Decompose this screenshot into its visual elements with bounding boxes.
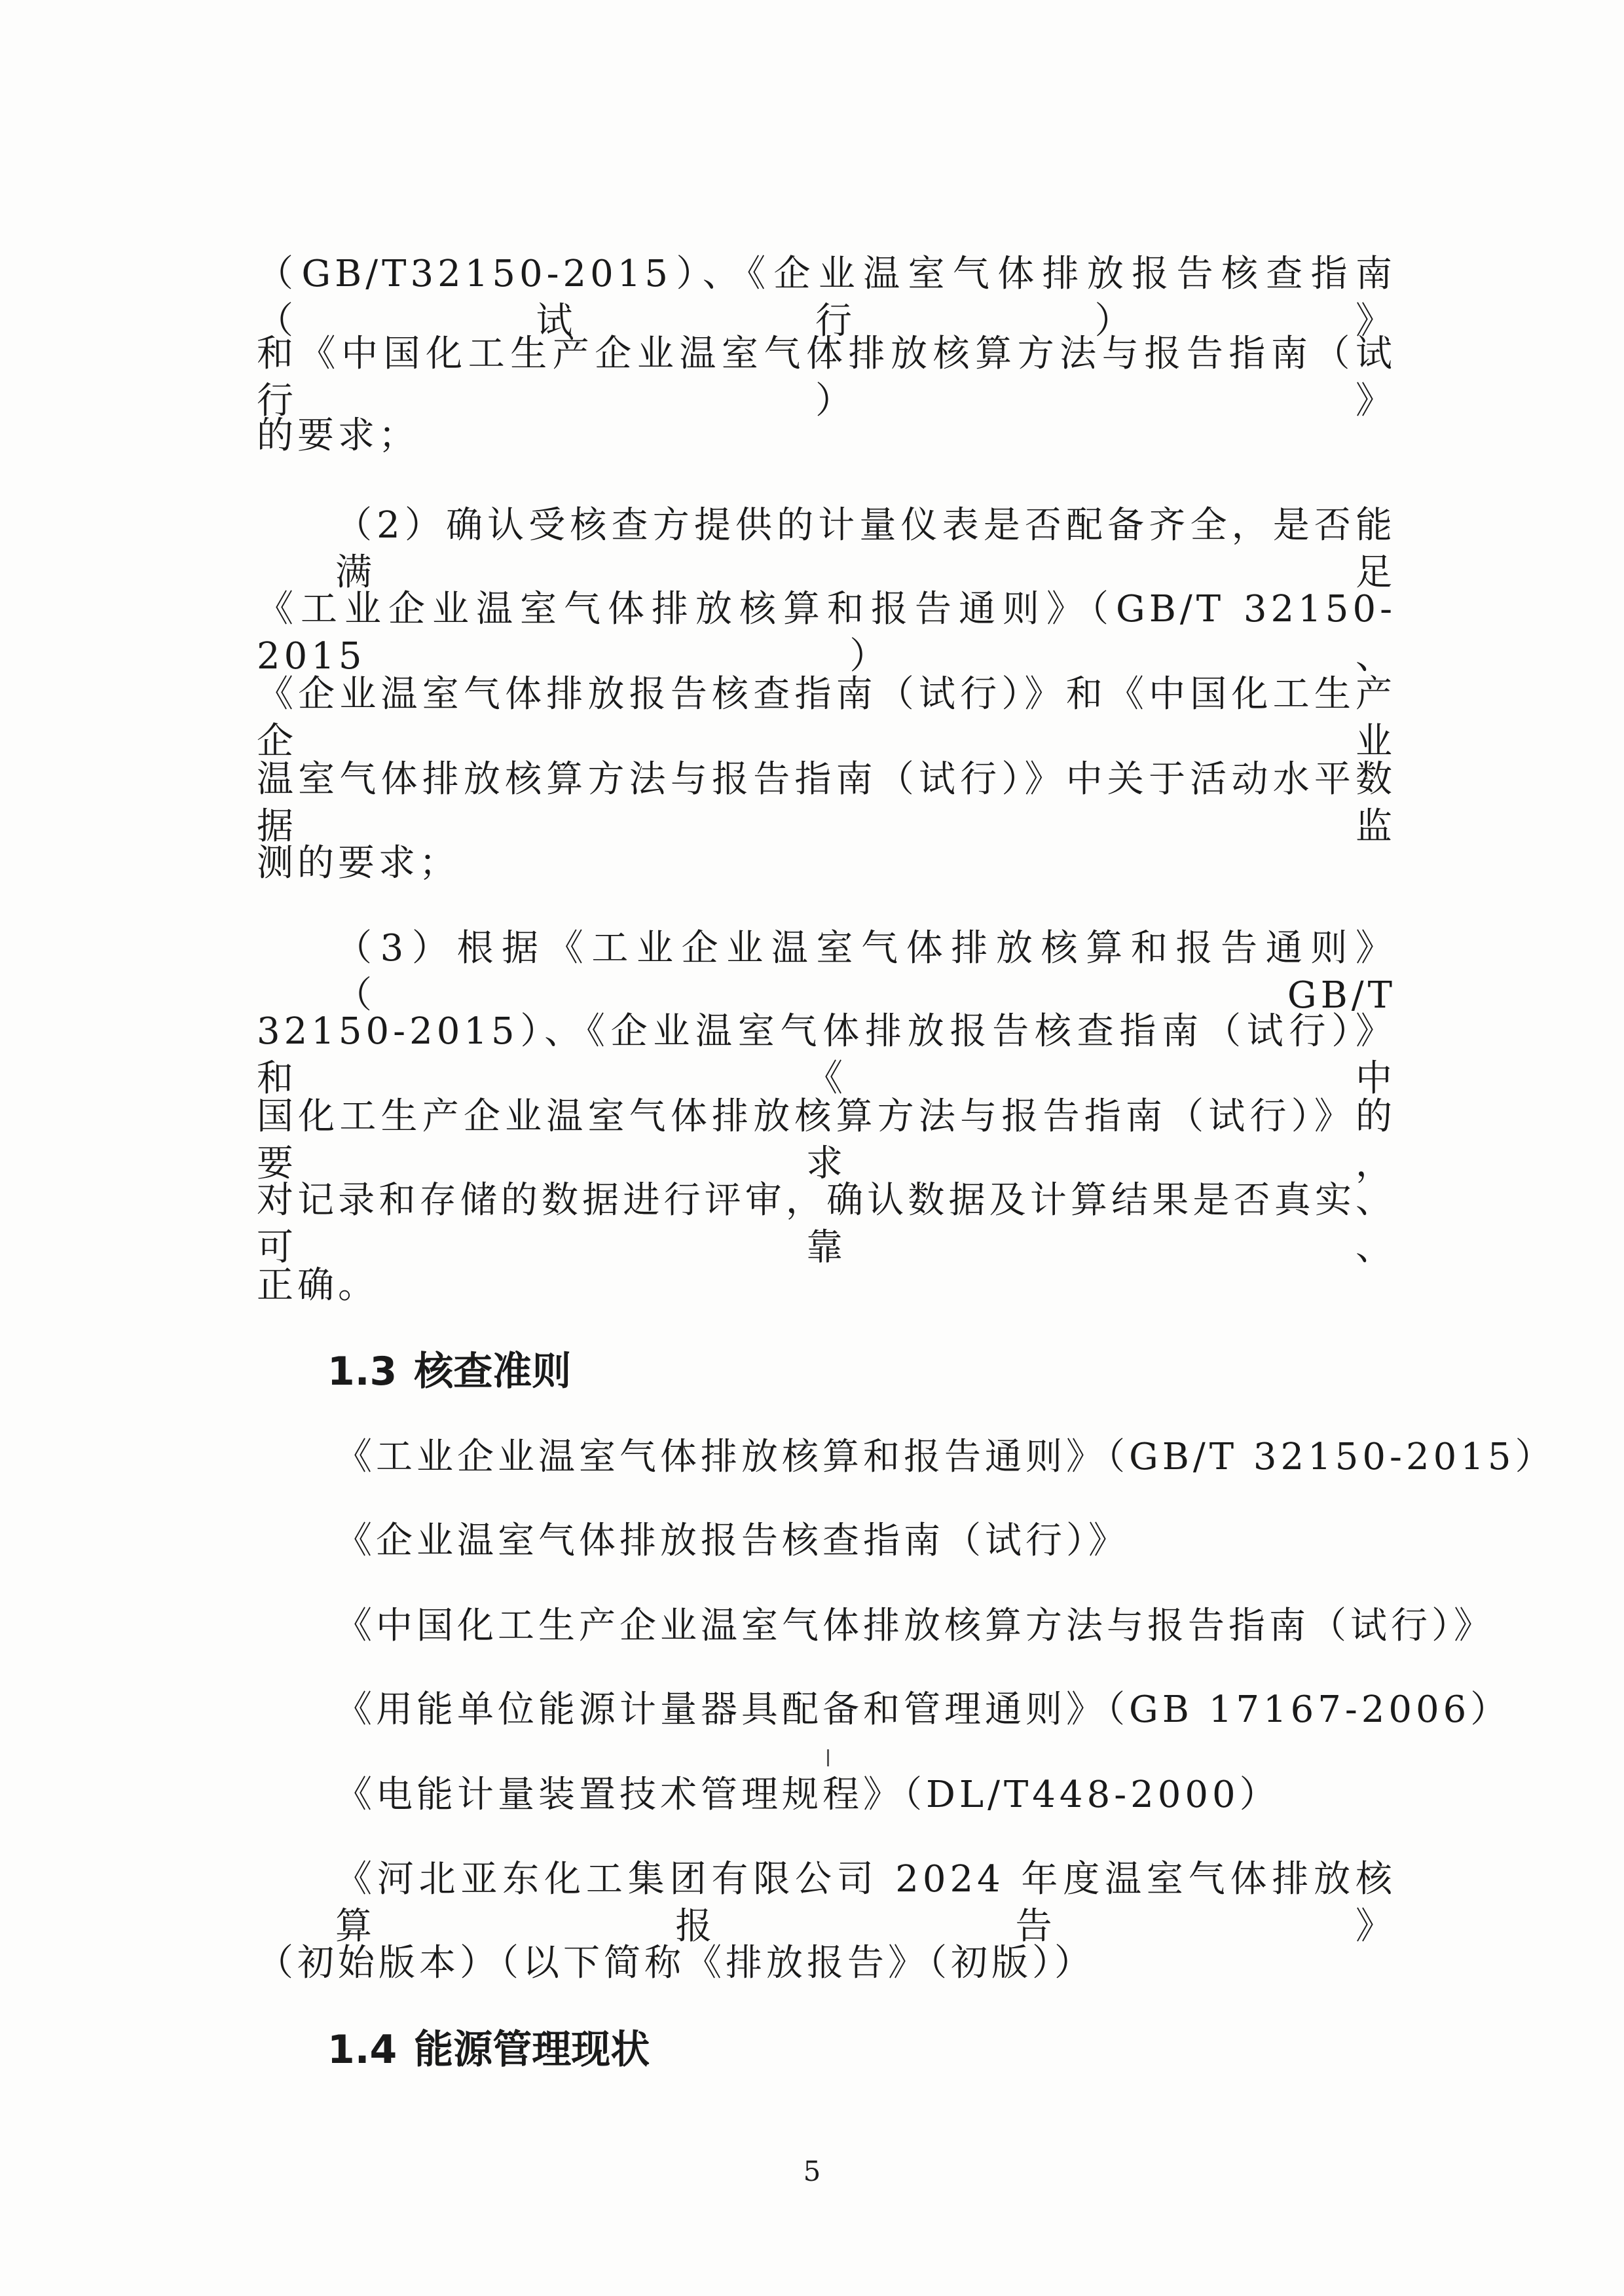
paragraph-2-line-1: （2）确认受核查方提供的计量仪表是否配备齐全，是否能满足: [335, 504, 1396, 594]
section-title: 能源管理现状: [414, 2027, 650, 2073]
paragraph-3-line-2: 32150-2015）、《企业温室气体排放报告核查指南（试行）》和《中: [257, 1010, 1396, 1100]
reference-item: 《用能单位能源计量器具配备和管理通则》（GB 17167-2006）: [335, 1688, 1511, 1731]
reference-item-continuation: （初始版本）（以下简称《排放报告》（初版））: [257, 1942, 1095, 1984]
section-1-3-heading: [327, 1347, 571, 1396]
paragraph-2-line-5: 测的要求；: [257, 842, 460, 884]
paragraph-2-line-2: 《工业企业温室气体排放核算和报告通则》（GB/T 32150-2015）、: [257, 588, 1396, 678]
section-number: 1.3: [327, 1349, 397, 1394]
paragraph-2-line-4: 温室气体排放核算方法与报告指南（试行）》中关于活动水平数据监: [257, 758, 1396, 848]
reference-item: 《企业温室气体排放报告核查指南（试行）》: [335, 1520, 1129, 1562]
paragraph-3-line-1: （3）根据《工业企业温室气体排放核算和报告通则》（GB/T: [335, 927, 1396, 1017]
section-title: 核查准则: [414, 1349, 572, 1394]
paragraph-3-line-5: 正确。: [257, 1264, 378, 1307]
reference-item: 《工业企业温室气体排放核算和报告通则》（GB/T 32150-2015）: [335, 1436, 1556, 1478]
reference-item: 《河北亚东化工集团有限公司 2024 年度温室气体排放核算报告》: [335, 1858, 1396, 1948]
paragraph-1-line-2: 和《中国化工生产企业温室气体排放核算方法与报告指南（试行）》: [257, 333, 1396, 422]
reference-item: 《电能计量装置技术管理规程》（DL/T448-2000）: [335, 1774, 1280, 1816]
paragraph-2-line-3: 《企业温室气体排放报告核查指南（试行）》和《中国化工生产企业: [257, 673, 1396, 763]
section-number: 1.4: [327, 2027, 397, 2073]
paragraph-3-line-4: 对记录和存储的数据进行评审，确认数据及计算结果是否真实、可靠、: [257, 1179, 1396, 1269]
reference-item: 《中国化工生产企业温室气体排放核算方法与报告指南（试行）》: [335, 1605, 1494, 1647]
scan-mark: [827, 1749, 829, 1766]
page-number: 5: [803, 2155, 821, 2187]
paragraph-3-line-3: 国化工生产企业温室气体排放核算方法与报告指南（试行）》的要求，: [257, 1095, 1396, 1185]
paragraph-1-line-3: 的要求；: [257, 414, 419, 457]
paragraph-1-line-1: （GB/T32150-2015）、《企业温室气体排放报告核查指南（试行）》: [257, 253, 1396, 342]
section-1-4-heading: [327, 2025, 650, 2075]
